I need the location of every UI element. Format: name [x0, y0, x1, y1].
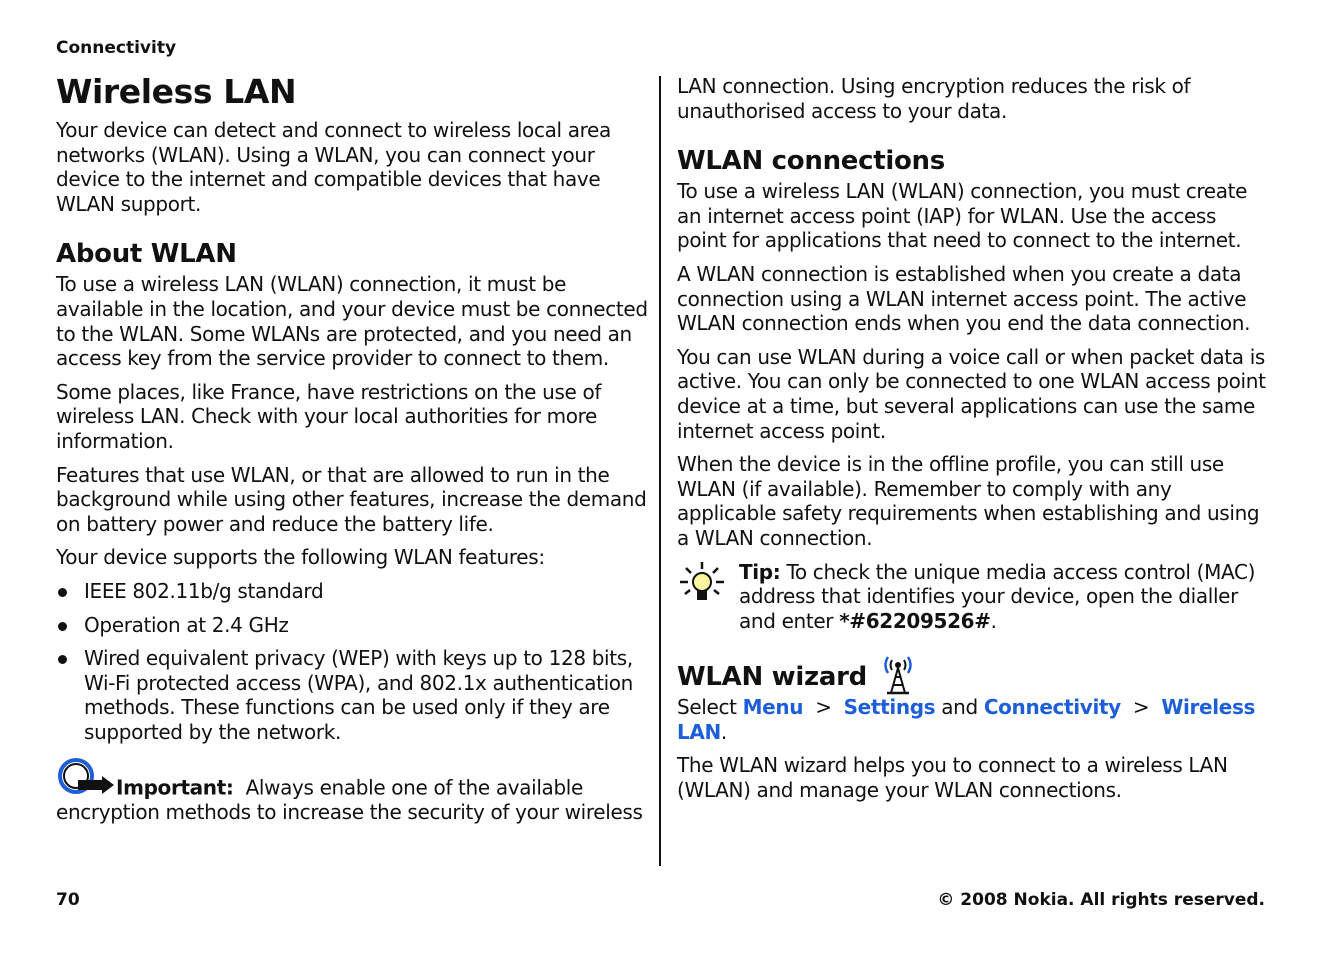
bullet-icon: [58, 655, 67, 664]
connectivity-link[interactable]: Connectivity: [983, 695, 1121, 720]
features-list: [56, 579, 648, 745]
about-wlan-heading: About WLAN: [56, 239, 237, 270]
connections-paragraph-4: When the device is in the offline profile, you can still use WLAN (if available). Remember to comply with any applicable safety requirements when establishing and using a WLAN connection.: [677, 452, 1260, 550]
important-hand-icon: [56, 756, 116, 800]
list-item: IEEE 802.11b/g standard: [56, 579, 648, 604]
list-item: Wired equivalent privacy (WEP) with keys up to 128 bits, Wi-Fi protected access (WPA), and 802.1x authentication methods. These functions can be used only if they are supported by the network.: [56, 646, 648, 744]
tip-code: *#62209526#: [839, 608, 991, 633]
right-column: [677, 72, 1269, 812]
wlan-connections-heading: WLAN connections: [677, 146, 945, 177]
wizard-paragraph: The WLAN wizard helps you to connect to a wireless LAN (WLAN) and manage your WLAN connections.: [677, 753, 1228, 803]
tip-text: To check the unique media access control (MAC) address that identifies your device, open the dialler and enter: [739, 559, 1256, 633]
running-header: Connectivity: [56, 38, 177, 58]
connections-paragraph-3: You can use WLAN during a voice call or when packet data is active. You can only be connected to one WLAN access point device at a time, but several applications can use the same internet access point.: [677, 344, 1266, 443]
bullet-icon: [58, 622, 67, 631]
page-number: 70: [56, 890, 80, 910]
connections-paragraph-2: A WLAN connection is established when you create a data connection using a WLAN internet access point. The active WLAN connection ends when you end the data connection.: [677, 261, 1251, 336]
wlan-wizard-heading: WLAN wizard: [677, 662, 867, 693]
continued-paragraph: LAN connection. Using encryption reduces the risk of unauthorised access to your data.: [677, 74, 1191, 123]
tip-label: Tip:: [739, 559, 781, 584]
about-paragraph-3: Features that use WLAN, or that are allowed to run in the background while using other features, increase the demand on battery power and reduce the battery life.: [56, 462, 647, 536]
wlan-wizard-heading-row: [677, 651, 1269, 695]
column-divider: [659, 76, 661, 866]
intro-paragraph: Your device can detect and connect to wireless local area networks (WLAN). Using a WLAN, you can connect your device to the internet and compatible devices that have WLAN support.: [56, 118, 611, 216]
important-label: Important:: [116, 775, 234, 800]
menu-link[interactable]: Menu: [742, 695, 804, 720]
lightbulb-icon: [677, 560, 727, 606]
about-paragraph-2: Some places, like France, have restrictions on the use of wireless LAN. Check with your local authorities for more information.: [56, 379, 602, 453]
important-text: Always enable one of the available encryption methods to increase the security of your wireless: [56, 775, 643, 825]
tip-note: Tip: To check the unique media access control (MAC) address that identifies your device, open the dialler and enter *#62209526#.: [677, 560, 1269, 634]
left-column: [56, 72, 648, 834]
settings-link[interactable]: Settings: [843, 695, 936, 720]
bullet-icon: [58, 588, 67, 597]
connections-paragraph-1: To use a wireless LAN (WLAN) connection, you must create an internet access point (IAP) for WLAN. Use the access point for applications that need to connect to the internet.: [677, 179, 1248, 253]
page-title: Wireless LAN: [56, 72, 297, 111]
wireless-lan-link[interactable]: Wireless LAN: [677, 695, 1256, 744]
important-note: [56, 756, 648, 825]
about-paragraph-4: Your device supports the following WLAN features:: [56, 545, 545, 570]
wlan-antenna-icon: [881, 651, 915, 695]
about-paragraph-1: To use a wireless LAN (WLAN) connection, it must be available in the location, and your device must be connected to the WLAN. Some WLANs are protected, and you need an access key from the service provider to connect to them.: [56, 272, 648, 371]
list-item: Operation at 2.4 GHz: [56, 613, 648, 638]
copyright: © 2008 Nokia. All rights reserved.: [937, 890, 1265, 910]
navigation-path: Select Menu > Settings and Connectivity > Wireless LAN.: [677, 695, 1256, 744]
